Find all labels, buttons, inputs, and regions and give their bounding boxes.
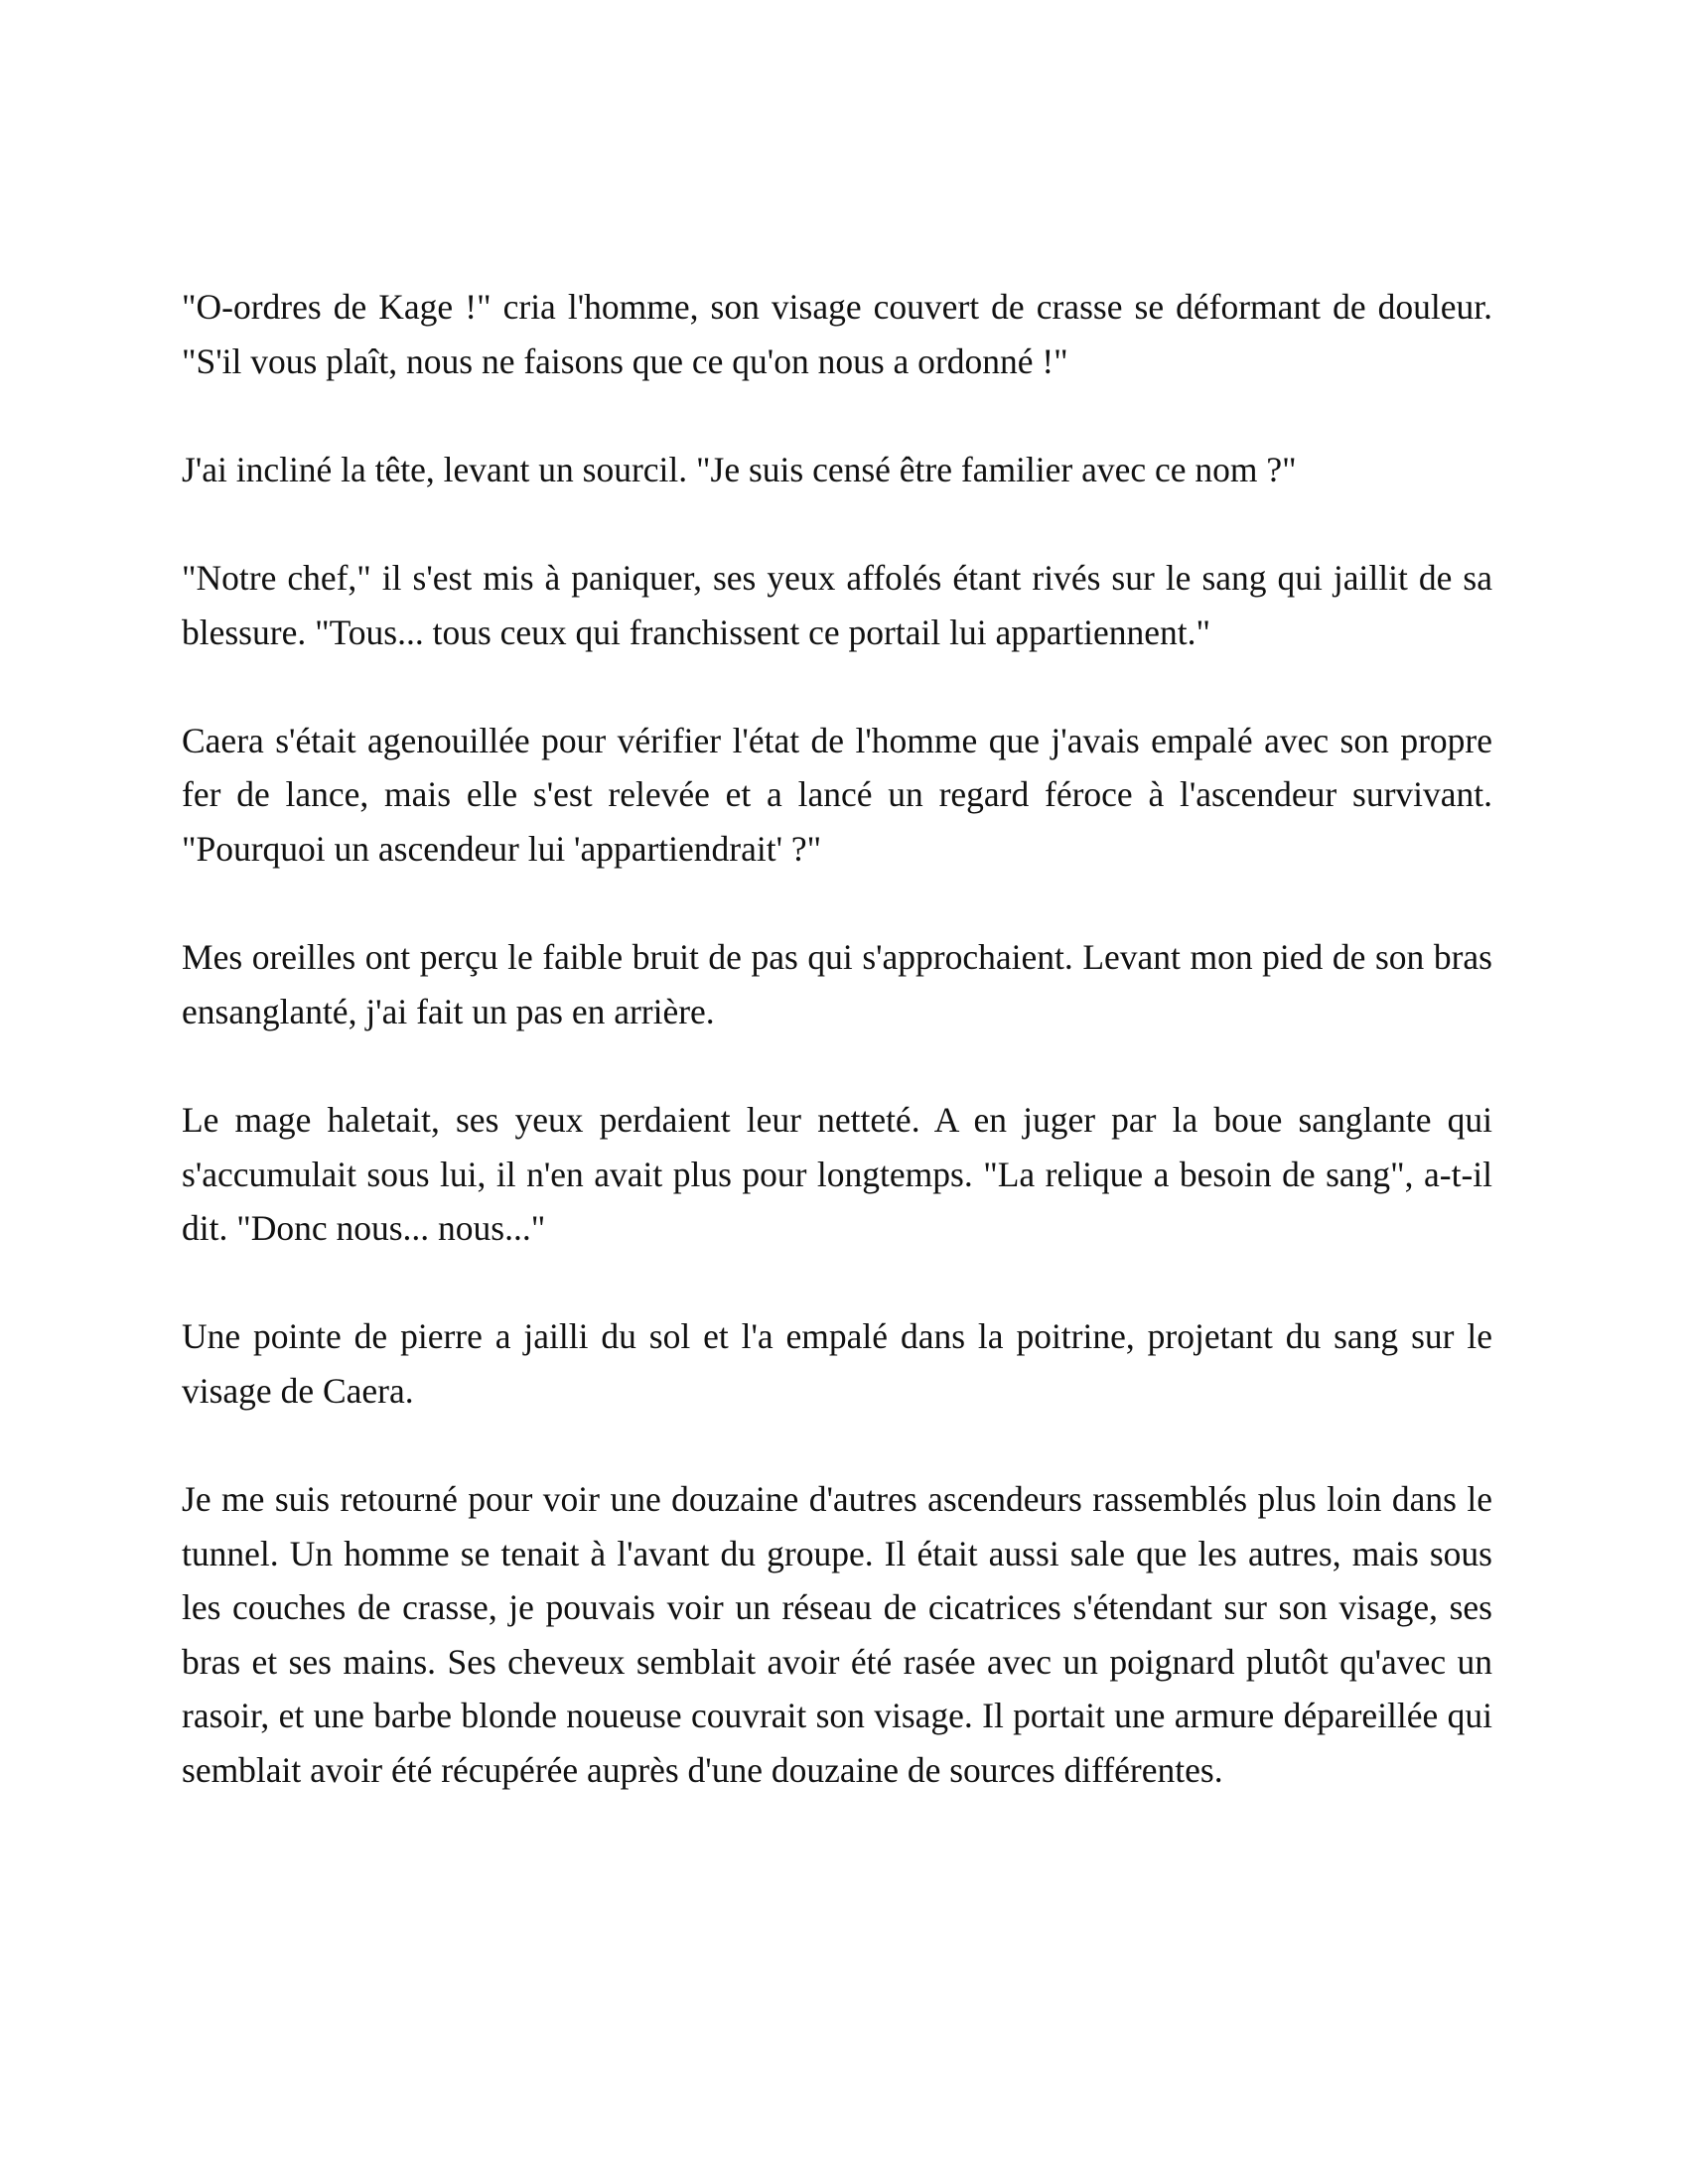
paragraph: Mes oreilles ont perçu le faible bruit de pas qui s'approchaient. Levant mon pied de son bras ensanglanté, j'ai fait un pas en arrière.	[182, 937, 1492, 1031]
paragraph: Je me suis retourné pour voir une douzaine d'autres ascendeurs rassemblés plus loin dans le tunnel. Un homme se tenait à l'avant du groupe. Il était aussi sale que les autres, mais sous les couches de crasse, je pouvais voir un réseau de cicatrices s'étendant sur son visage, ses bras et ses mains. Ses cheveux semblait avoir été rasée avec un poignard plutôt qu'avec un rasoir, et une barbe blonde noueuse couvrait son visage. Il portait une armure dépareillée qui semblait avoir été récupérée auprès d'une douzaine de sources différentes.	[182, 1479, 1492, 1791]
document-page	[182, 280, 1492, 1851]
paragraph: Une pointe de pierre a jailli du sol et l'a empalé dans la poitrine, projetant du sang sur le visage de Caera.	[182, 1316, 1492, 1411]
paragraph: "O-ordres de Kage !" cria l'homme, son visage couvert de crasse se déformant de douleur. "S'il vous plaît, nous ne faisons que ce qu'on nous a ordonné !"	[182, 287, 1492, 381]
paragraph: "Notre chef," il s'est mis à paniquer, ses yeux affolés étant rivés sur le sang qui jaillit de sa blessure. "Tous... tous ceux qui franchissent ce portail lui appartiennent."	[182, 557, 1492, 652]
paragraph: Caera s'était agenouillée pour vérifier l'état de l'homme que j'avais empalé avec son propre fer de lance, mais elle s'est relevée et a lancé un regard féroce à l'ascendeur survivant. "Pourquoi un ascendeur lui 'appartiendrait' ?"	[182, 720, 1492, 869]
paragraph: Le mage haletait, ses yeux perdaient leur netteté. A en juger par la boue sanglante qui s'accumulait sous lui, il n'en avait plus pour longtemps. "La relique a besoin de sang", a-t-il dit. "Donc nous... nous..."	[182, 1099, 1492, 1249]
paragraph: J'ai incliné la tête, levant un sourcil. "Je suis censé être familier avec ce nom ?"	[182, 449, 1297, 489]
